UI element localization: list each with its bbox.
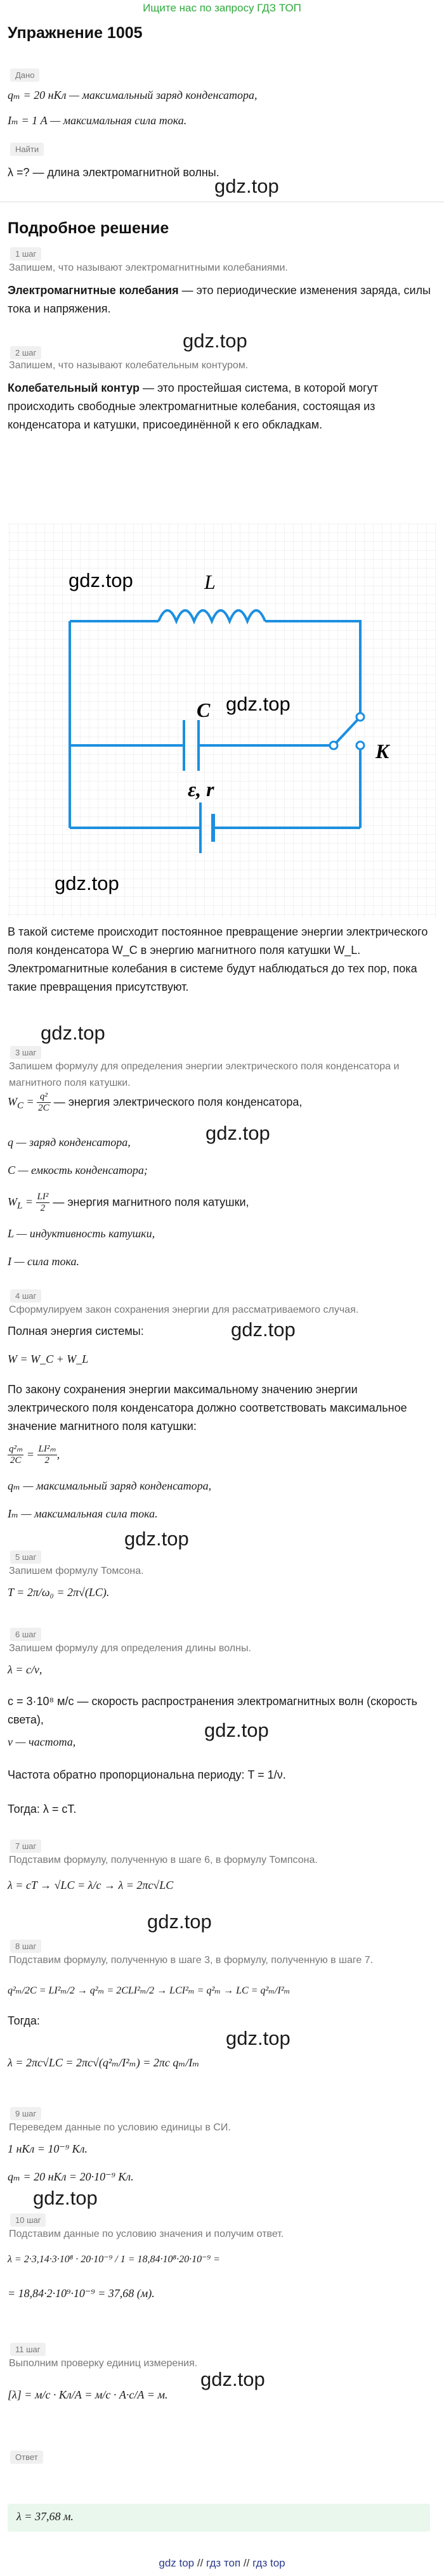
switch-contact-3 bbox=[356, 742, 364, 749]
step3-hint: Запишем формулу для определения энергии электрического поля конденсатора и магнитного поля катушки. bbox=[9, 1061, 400, 1088]
footer-separator: // bbox=[194, 2557, 207, 2569]
step3-c: C — емкость конденсатора; bbox=[8, 1164, 148, 1176]
step-badge-8: 8 шаг bbox=[10, 1940, 41, 1953]
footer-link-1[interactable]: gdz top bbox=[159, 2557, 195, 2569]
watermark: gdz.top bbox=[226, 693, 291, 715]
step6-c: c = 3·10⁸ м/с — скорость распространения электромагнитных волн (скорость света), bbox=[8, 1695, 417, 1726]
step11-eq: [λ] = м/с · Кл/А = м/с · А·с/А = м. bbox=[8, 2388, 168, 2401]
watermark: gdz.top bbox=[69, 569, 133, 591]
step7-eq: λ = cT → √LC = λ/c → λ = 2πc√LC bbox=[8, 1879, 174, 1891]
step3-wl: $W_L$ = $\frac{\text{LI²}}{2}$ — энергия магнитного поля катушки, bbox=[8, 1192, 249, 1213]
given-line-1: qₘ = 20 нКл — максимальный заряд конденсатора, bbox=[8, 89, 258, 101]
watermark: gdz.top bbox=[124, 1528, 189, 1550]
step9-hint: Переведем данные по условию единицы в СИ. bbox=[9, 2122, 231, 2133]
label-L: L bbox=[204, 570, 216, 593]
label-K: K bbox=[375, 740, 389, 763]
top-banner[interactable]: Ищите нас по запросу ГДЗ ТОП bbox=[143, 2, 301, 14]
label-emf: ε, r bbox=[188, 778, 214, 801]
step6-nu: ν — частота, bbox=[8, 1736, 76, 1748]
step6-inv: Частота обратно пропорциональна периоду: T = 1/ν. bbox=[8, 1768, 286, 1781]
step5-eq: T = 2π/ω₀ = 2π√(LC). bbox=[8, 1586, 110, 1599]
watermark: gdz.top bbox=[214, 175, 279, 197]
step3-i: I — сила тока. bbox=[8, 1255, 80, 1268]
step4-p2: По закону сохранения энергии максимальному значению энергии электрического поля конденсатора должно соответствовать максимальное значение магнитного поля катушки: bbox=[8, 1383, 407, 1433]
step-badge-10: 10 шаг bbox=[10, 2213, 46, 2227]
given-label: Дано bbox=[10, 68, 39, 82]
watermark: gdz.top bbox=[200, 2368, 265, 2390]
step6-lam: λ = c/ν, bbox=[8, 1663, 42, 1676]
step10-hint: Подставим данные по условию значения и получим ответ. bbox=[9, 2229, 284, 2239]
step9-b: qₘ = 20 нКл = 20·10⁻⁹ Кл. bbox=[8, 2170, 134, 2183]
step2-text: Колебательный контур — это простейшая система, в которой могут происходить свободные электромагнитные колебания, состоящая из конденсатора и катушки, присоединённой к его обкладкам. bbox=[8, 382, 378, 431]
switch-contact-2 bbox=[356, 713, 364, 721]
step6-then: Тогда: λ = cT. bbox=[8, 1803, 77, 1815]
step-badge-7: 7 шаг bbox=[10, 1839, 41, 1853]
exercise-title: Упражнение 1005 bbox=[8, 24, 143, 42]
watermark: gdz.top bbox=[204, 1719, 269, 1741]
footer-link-2[interactable]: гдз топ bbox=[206, 2557, 241, 2569]
answer-text: λ = 37,68 м. bbox=[16, 2510, 74, 2523]
step-badge-9: 9 шаг bbox=[10, 2107, 41, 2120]
step-badge-4: 4 шаг bbox=[10, 1289, 41, 1303]
step9-a: 1 нКл = 10⁻⁹ Кл. bbox=[8, 2142, 88, 2155]
switch-contact-1 bbox=[330, 742, 337, 749]
step2-after: В такой системе происходит постоянное превращение энергии электрического поля конденсатора W_C в энергию магнитного поля катушки W_L. Электромагнитные колебания в системе будут наблюдаться до тех пор, пока такие превращения присутствуют. bbox=[8, 925, 428, 993]
watermark: gdz.top bbox=[55, 872, 119, 894]
step1-text: Электромагнитные колебания — это периодические изменения заряда, силы тока и напряжения. bbox=[8, 284, 431, 315]
watermark: gdz.top bbox=[33, 2187, 98, 2209]
step3-wc: $W_C$ = $\frac{\text{q²}}{2C}$ — энергия электрического поля конденсатора, bbox=[8, 1092, 303, 1113]
watermark: gdz.top bbox=[183, 330, 247, 352]
label-C: C bbox=[197, 699, 211, 721]
step8-eq: q²ₘ/2C = LI²ₘ/2 → q²ₘ = 2CLI²ₘ/2 → LCI²ₘ = q²ₘ → LC = q²ₘ/I²ₘ bbox=[8, 1985, 291, 1996]
step4-hint: Сформулируем закон сохранения энергии для рассматриваемого случая. bbox=[9, 1304, 359, 1315]
step-badge-11: 11 шаг bbox=[10, 2343, 46, 2356]
step-badge-3: 3 шаг bbox=[10, 1046, 41, 1059]
step3-l: L — индуктивность катушки, bbox=[8, 1227, 155, 1240]
find-label: Найти bbox=[10, 143, 44, 156]
step8-res: λ = 2πc√LC = 2πc√(q²ₘ/I²ₘ) = 2πc qₘ/Iₘ bbox=[8, 2056, 200, 2069]
step10-a: λ = 2·3,14·3·10⁸ · 20·10⁻⁹ / 1 = 18,84·10⁸·20·10⁻⁹ = bbox=[8, 2254, 220, 2265]
step4-qm: qₘ — максимальный заряд конденсатора, bbox=[8, 1479, 212, 1492]
footer-link-3[interactable]: гдз top bbox=[252, 2557, 285, 2569]
step11-hint: Выполним проверку единиц измерения. bbox=[9, 2358, 198, 2369]
footer-links bbox=[0, 2557, 444, 2570]
watermark: gdz.top bbox=[147, 1910, 212, 1933]
step6-hint: Запишем формулу для определения длины волны. bbox=[9, 1643, 251, 1654]
step10-b: = 18,84·2·10⁹·10⁻⁹ = 37,68 (м). bbox=[8, 2287, 155, 2300]
given-line-2: Iₘ = 1 А — максимальная сила тока. bbox=[8, 114, 187, 127]
step4-im: Iₘ — максимальная сила тока. bbox=[8, 1507, 158, 1520]
footer-separator: // bbox=[240, 2557, 253, 2569]
solution-title: Подробное решение bbox=[8, 219, 169, 237]
step4-formula: $\frac{\text{q²ₘ}}{2C}$ = $\frac{\text{LI²ₘ}}{2}$ , bbox=[9, 1444, 60, 1465]
circuit-diagram bbox=[0, 524, 444, 918]
step-badge-1: 1 шаг bbox=[10, 247, 41, 261]
watermark: gdz.top bbox=[231, 1318, 296, 1341]
step2-hint: Запишем, что называют колебательным контуром. bbox=[9, 360, 249, 371]
step-badge-5: 5 шаг bbox=[10, 1550, 41, 1564]
step1-hint: Запишем, что называют электромагнитными колебаниями. bbox=[9, 262, 288, 273]
step8-then: Тогда: bbox=[8, 2014, 40, 2027]
watermark: gdz.top bbox=[41, 1022, 105, 1044]
find-line: λ =? — длина электромагнитной волны. bbox=[8, 166, 219, 179]
step4-eq: W = W_C + W_L bbox=[8, 1353, 89, 1365]
step-badge-2: 2 шаг bbox=[10, 346, 41, 359]
step7-hint: Подставим формулу, полученную в шаге 6, в формулу Томпсона. bbox=[9, 1855, 318, 1865]
step3-q: q — заряд конденсатора, bbox=[8, 1136, 131, 1149]
answer-label: Ответ bbox=[10, 2450, 43, 2464]
watermark: gdz.top bbox=[226, 2027, 291, 2049]
step8-hint: Подставим формулу, полученную в шаге 3, в формулу, полученную в шаге 7. bbox=[9, 1955, 374, 1966]
step4-p1: Полная энергия системы: bbox=[8, 1325, 144, 1337]
step5-hint: Запишем формулу Томсона. bbox=[9, 1566, 144, 1576]
step-badge-6: 6 шаг bbox=[10, 1628, 41, 1641]
watermark: gdz.top bbox=[206, 1122, 270, 1144]
